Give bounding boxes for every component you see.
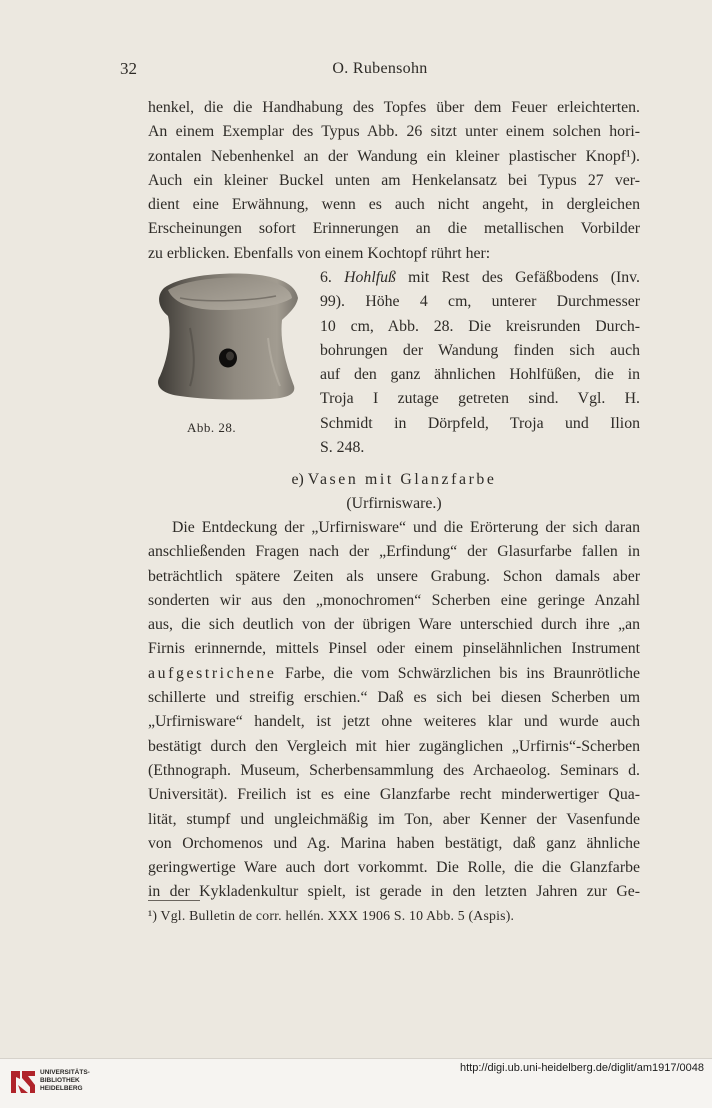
section-heading	[148, 468, 640, 517]
text-line: geringwertige Ware auch dort vorkommt. Die Rolle, die die Glanzfarbe	[148, 859, 640, 877]
section-prefix: e)	[291, 471, 308, 488]
viewer-footer	[0, 1058, 712, 1108]
section-subtitle: (Urfirnisware.)	[346, 495, 442, 513]
text-line: henkel, die die Handhabung des Topfes über dem Feuer erleichterten.	[148, 99, 640, 116]
text-line: schillerte und streifig erschien.“ Daß es sich bei diesen Scherben um	[148, 689, 640, 707]
text-line: Universität). Freilich ist es eine Glanzfarbe recht minderwertiger Qua-	[148, 786, 640, 804]
permalink-url[interactable]: http://digi.ub.uni-heidelberg.de/diglit/am1917/0048	[459, 1062, 704, 1074]
section-title	[148, 468, 640, 492]
text-line: auf den ganz ähnlichen Hohlfüßen, die in	[320, 366, 640, 384]
text-line: (Ethnograph. Museum, Scherbensammlung des Archaeolog. Seminars d.	[148, 761, 640, 779]
text-line: Die Entdeckung der „Urfirnisware“ und die Erörterung der sich daran	[172, 519, 640, 536]
item-text: mit Rest des Gefäßbodens (Inv.	[395, 269, 640, 286]
running-head: O. Rubensohn	[332, 60, 428, 77]
text-line: dient eine Erwähnung, wenn es auch nicht angeht, in dergleichen	[148, 196, 640, 214]
text-line: Schmidt in Dörpfeld, Troja und Ilion	[320, 414, 640, 432]
text-line: Firnis erinnernde, mittels Pinsel oder einem pinselähnlichen Instrument	[148, 640, 640, 658]
page-number: 32	[120, 59, 137, 78]
page-header	[120, 59, 640, 83]
text-line: aus, die sich deutlich von der übrigen Ware unterschied durch ihre „an	[148, 616, 640, 634]
text-line: „Urfirnisware“ handelt, ist jetzt ohne weiteres klar und wurde auch	[148, 713, 640, 731]
figure-caption: Abb. 28.	[187, 420, 237, 435]
library-name-line: UNIVERSITÄTS-	[40, 1069, 90, 1076]
text-line: Troja I zutage getreten sind. Vgl. H.	[320, 390, 640, 408]
footnote: ¹) Vgl. Bulletin de corr. hellén. XXX 1906 S. 10 Abb. 5 (Aspis).	[148, 908, 515, 923]
artifact-photo	[150, 268, 302, 418]
paragraph-top	[148, 96, 640, 266]
text-line: in der Kykladenkultur spielt, ist gerade in den letzten Jahren zur Ge-	[148, 883, 640, 901]
text-line: S. 248.	[320, 439, 365, 457]
text-line: sonderten wir aus den „monochromen“ Scherben eine geringe Anzahl	[148, 591, 640, 609]
library-name-line: HEIDELBERG	[40, 1085, 83, 1092]
text-span: Farbe, die vom Schwärzlichen bis ins Braunrötliche	[276, 664, 640, 682]
footnote-rule	[148, 900, 200, 901]
library-name-line: BIBLIOTHEK	[40, 1077, 80, 1084]
library-name	[40, 1069, 90, 1093]
text-line: An einem Exemplar des Typus Abb. 26 sitzt unter einem solchen hori-	[148, 123, 640, 141]
emphasized-word: aufgestrichene	[148, 664, 277, 682]
text-line: zu erblicken. Ebenfalls von einem Kochtopf rührt her:	[148, 244, 491, 262]
section-title-text: Vasen mit Glanzfarbe	[307, 471, 497, 488]
paragraph-urfirnis	[148, 516, 640, 905]
text-line: bohrungen der Wandung finden sich auch	[320, 341, 640, 359]
text-line	[148, 662, 640, 686]
text-line: 10 cm, Abb. 28. Die kreisrunden Durch-	[320, 317, 640, 335]
text-line: Erscheinungen sofort Erinnerungen an die metallischen Vorbilder	[148, 220, 640, 238]
text-line: zontalen Nebenhenkel an der Wandung ein kleiner plastischer Knopf¹).	[148, 147, 640, 165]
library-logo-icon	[8, 1067, 38, 1097]
item-title: Hohlfuß	[344, 269, 396, 286]
figure-hohlfuss	[150, 268, 302, 418]
text-line: bestätigt durch den Vergleich mit hier zugänglichen „Urfirnis“-Scherben	[148, 737, 640, 755]
catalogue-entry	[320, 266, 640, 460]
text-line: 99). Höhe 4 cm, unterer Durchmesser	[320, 293, 640, 311]
text-line	[320, 266, 640, 290]
text-line: lität, stumpf und ungleichmäßig im Ton, aber Kenner der Vasenfunde	[148, 810, 640, 828]
text-line: von Orchomenos und Ag. Marina haben bestätigt, daß ganz ähnliche	[148, 834, 640, 852]
text-line: Auch ein kleiner Buckel unten am Henkelansatz bei Typus 27 ver-	[148, 171, 640, 189]
text-line: beträchtlich spätere Zeiten als unsere Grabung. Schon damals aber	[148, 567, 640, 585]
text-line: anschließenden Fragen nach der „Erfindung“ der Glasurfarbe fallen in	[148, 543, 640, 561]
item-number: 6.	[320, 269, 345, 286]
